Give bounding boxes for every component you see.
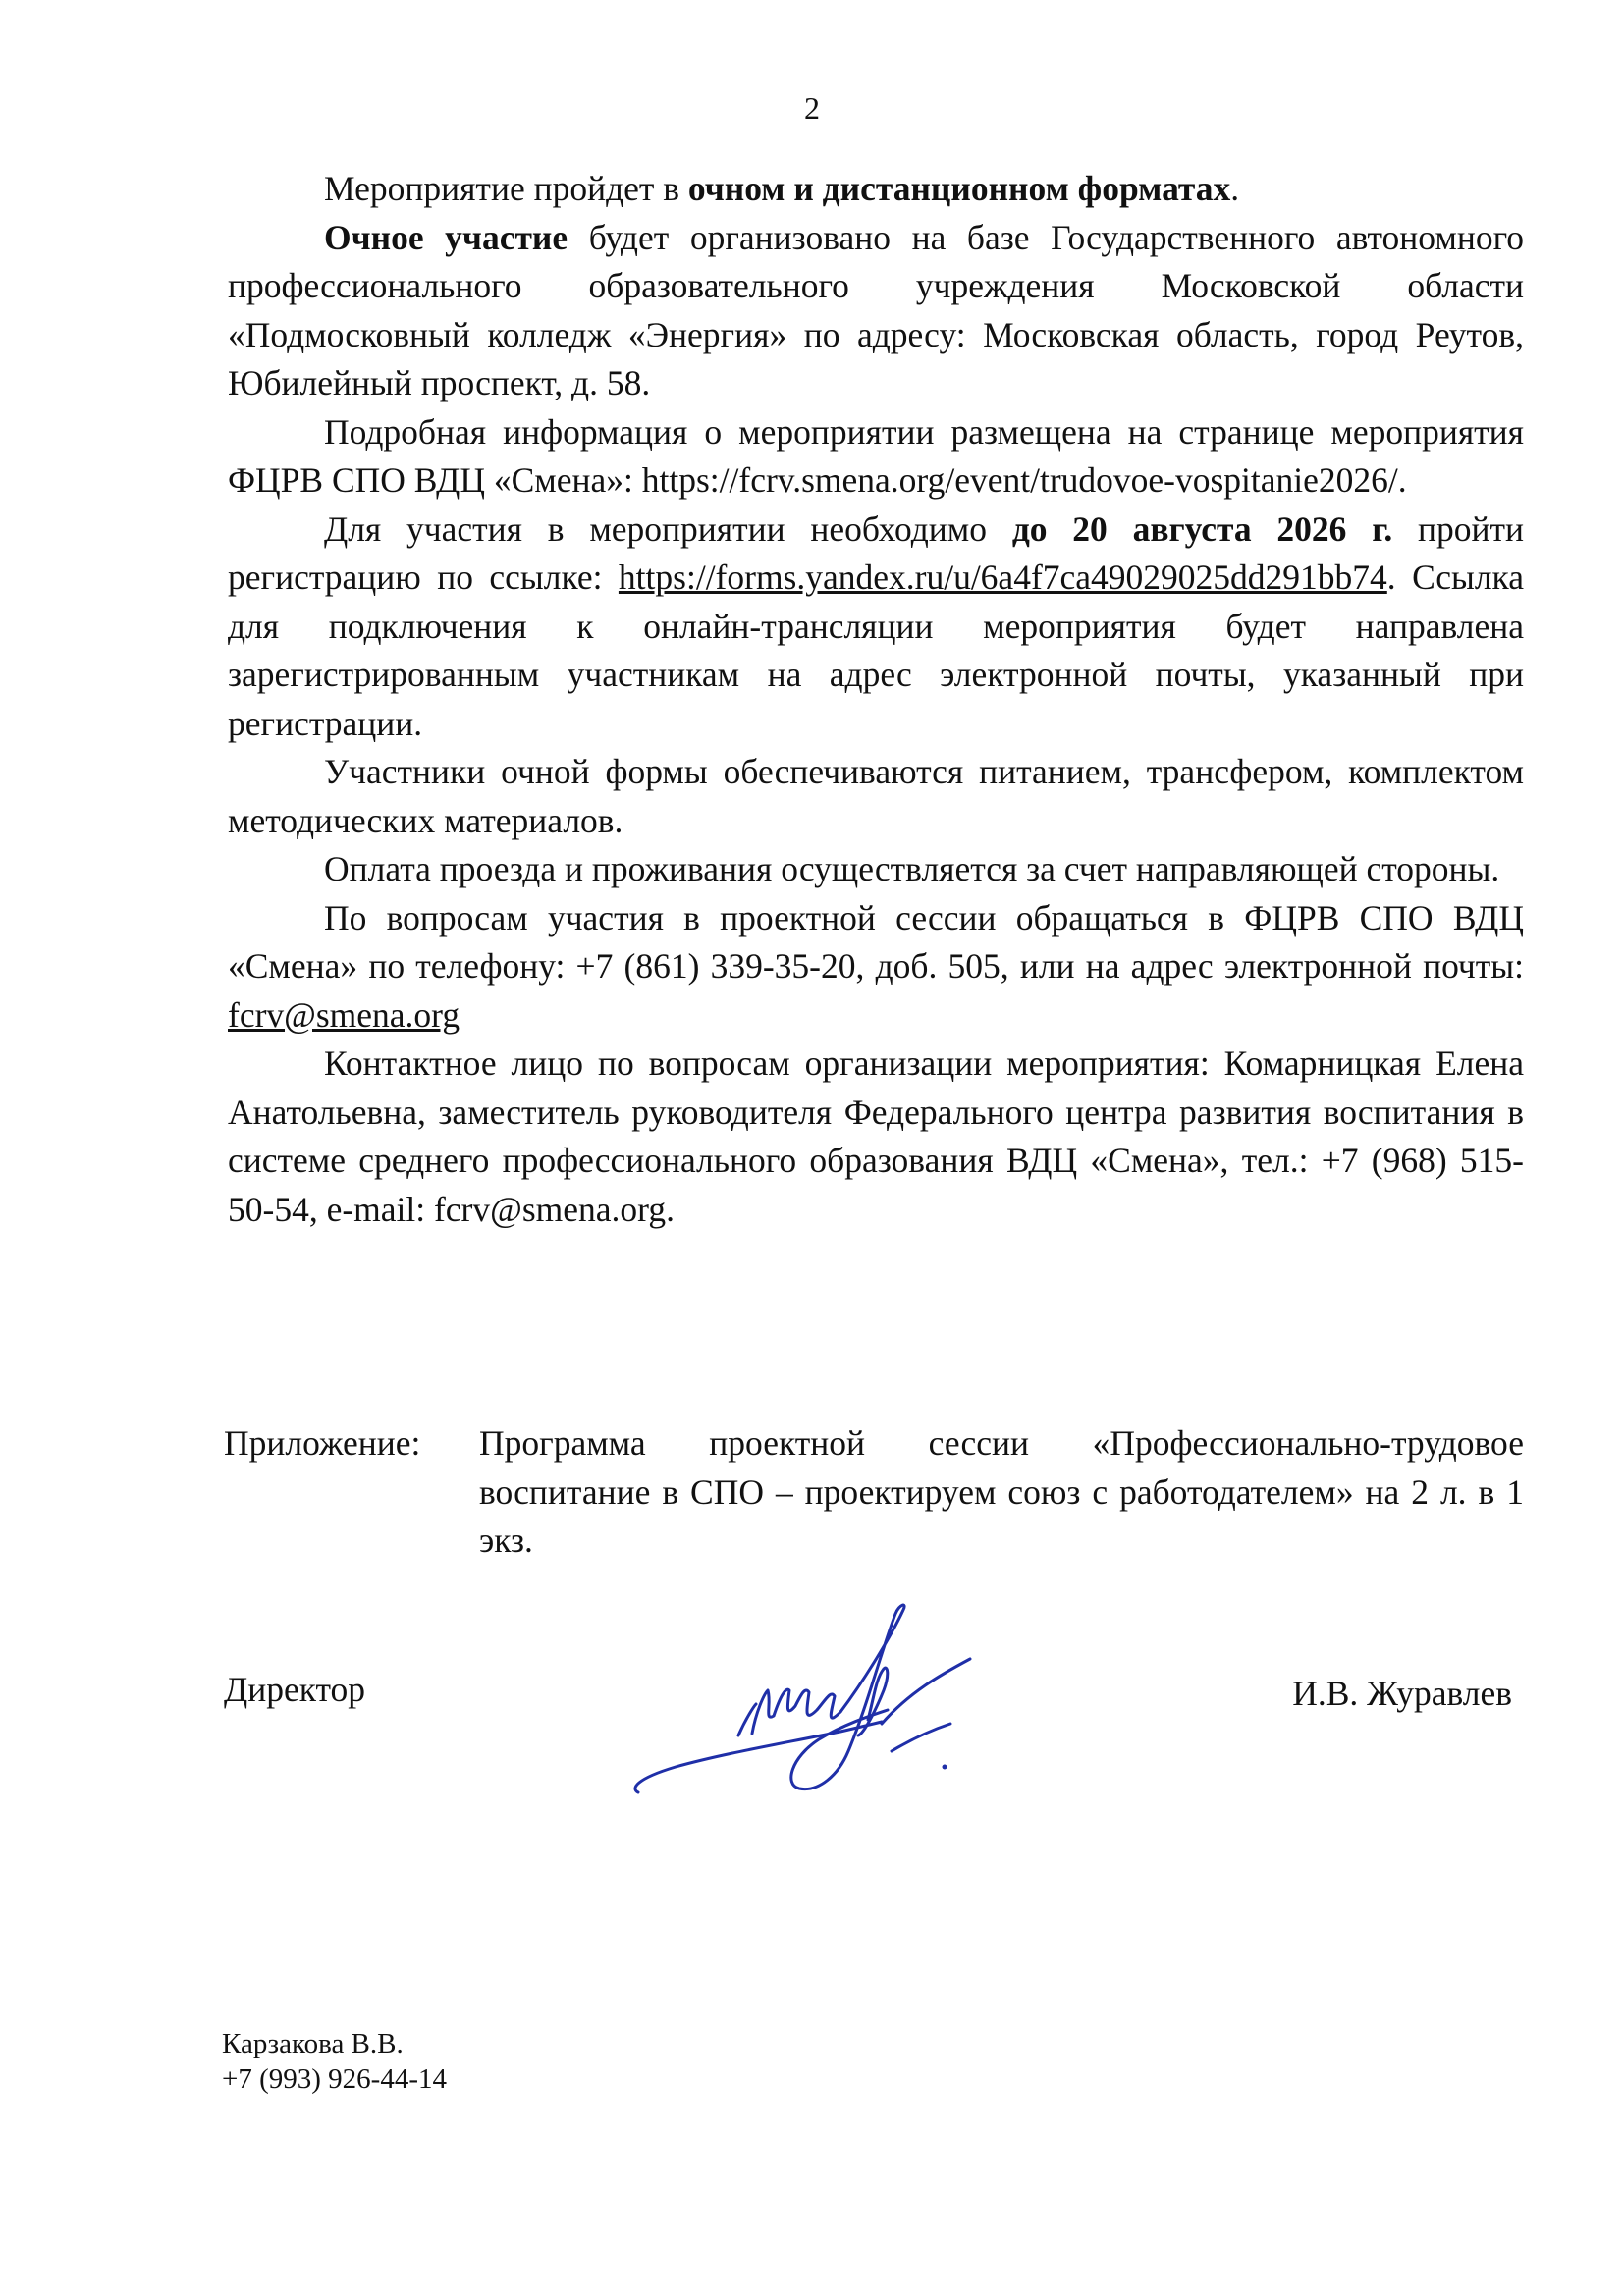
executor-block bbox=[222, 2026, 447, 2097]
email-link[interactable]: fcrv@smena.org bbox=[228, 994, 460, 1035]
executor-phone: +7 (993) 926-44-14 bbox=[222, 2063, 447, 2095]
registration-paragraph: Для участия в мероприятии необходимо до 20 августа 2026 г. пройти регистрацию по ссылке: https://forms.yandex.ru/u/6a4f7ca49029025dd291bb74. Ссылка для подключения к онлайн-трансляции мероприятия будет направлена зарегистрированным участникам на адрес электронной почты, указанный при регистрации. bbox=[228, 508, 1525, 743]
venue-emphasis: Очное участие bbox=[324, 217, 568, 257]
deadline-emphasis: до 20 августа 2026 г. bbox=[1011, 508, 1393, 549]
letter-body bbox=[228, 165, 1524, 1234]
signatory-name: И.В. Журавлев bbox=[1292, 1674, 1512, 1713]
questions-paragraph: По вопросам участия в проектной сессии обращаться в ФЦРВ СПО ВДЦ «Смена» по телефону: +7 (861) 339-35-20, доб. 505, или на адрес электронной почты: fcrv@smena.org bbox=[228, 897, 1524, 1035]
venue-paragraph: Очное участие будет организовано на базе Государственного автономного профессионального образовательного учреждения Московской области «Подмосковный колледж «Энергия» по адресу: Московская область, город Реутов, Юбилейный проспект, д. 58. bbox=[228, 217, 1524, 402]
signatory-role: Директор bbox=[224, 1670, 366, 1709]
format-emphasis: очном и дистанционном форматах bbox=[687, 169, 1231, 208]
signature-block bbox=[224, 1669, 1524, 1836]
registration-link[interactable]: https://forms.yandex.ru/u/6a4f7ca49029025dd291bb74 bbox=[618, 558, 1387, 597]
attachment-label: Приложение: bbox=[224, 1423, 421, 1463]
attachment-text: Программа проектной сессии «Профессионально-трудовое воспитание в СПО – проектируем союз с работодателем» на 2 л. в 1 экз. bbox=[479, 1423, 1524, 1560]
provision-paragraph: Участники очной формы обеспечиваются питанием, трансфером, комплектом методических материалов. bbox=[228, 752, 1524, 840]
payment-paragraph: Оплата проезда и проживания осуществляется за счет направляющей стороны. bbox=[324, 849, 1500, 888]
contact-paragraph: Контактное лицо по вопросам организации мероприятия: Комарницкая Елена Анатольевна, заместитель руководителя Федерального центра развития воспитания в системе среднего профессионального образования ВДЦ «Смена», тел.: +7 (968) 515-50-54, e-mail: fcrv@smena.org. bbox=[228, 1043, 1524, 1229]
executor-name: Карзакова В.В. bbox=[222, 2028, 404, 2059]
format-paragraph: Мероприятие пройдет в очном и дистанционном форматах. bbox=[324, 169, 1240, 208]
info-paragraph: Подробная информация о мероприятии размещена на странице мероприятия ФЦРВ СПО ВДЦ «Смена»: https://fcrv.smena.org/event/trudovoe-vospitanie2026/. bbox=[228, 411, 1524, 500]
page-number: 2 bbox=[804, 90, 820, 126]
handwritten-signature bbox=[617, 1596, 990, 1812]
